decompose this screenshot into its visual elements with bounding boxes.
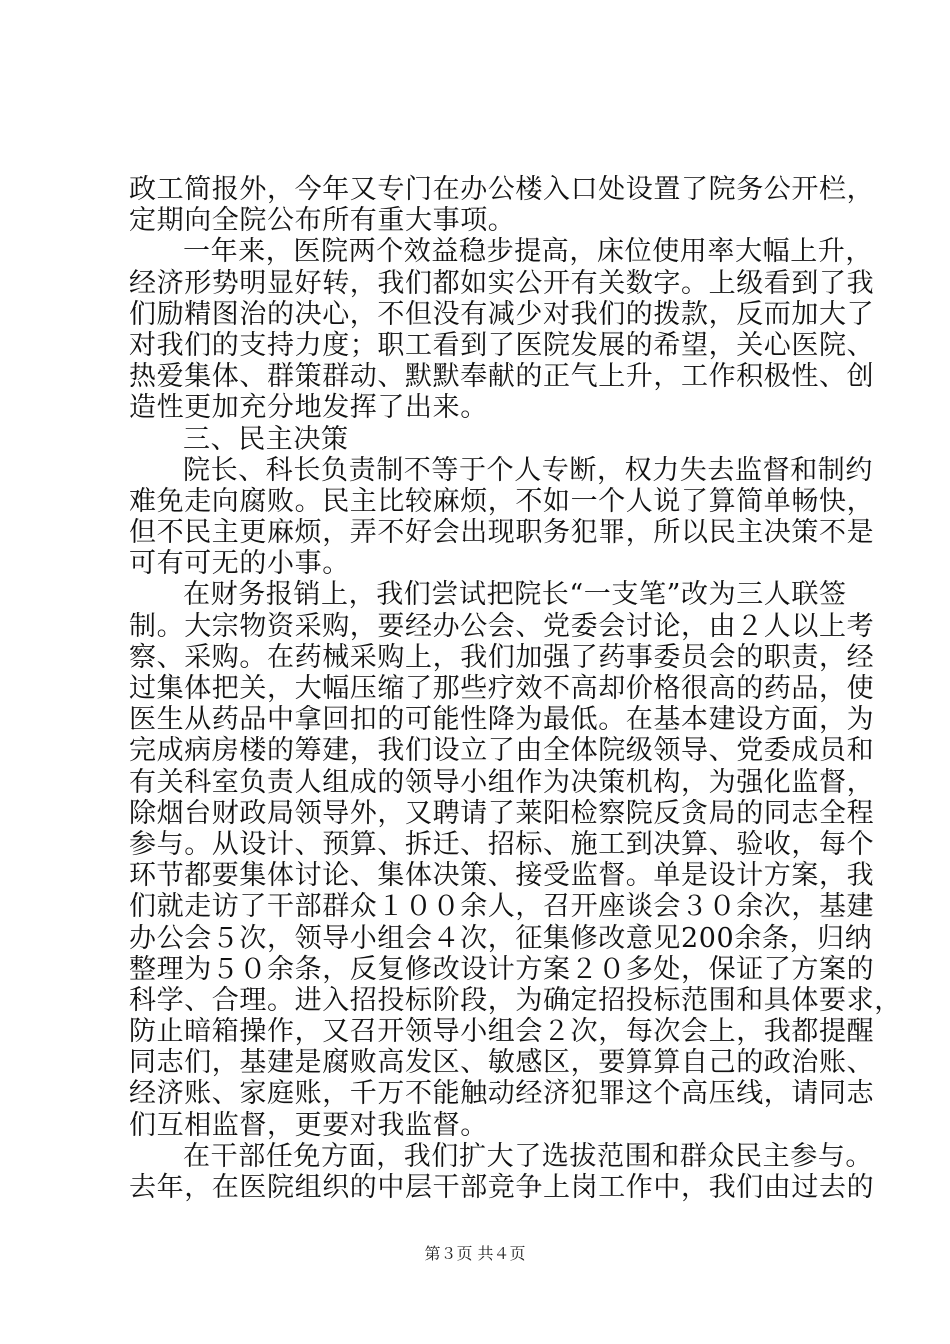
body-line: 环节都要集体讨论、集体决策、接受监督。单是设计方案，我 (129, 860, 875, 892)
body-line: 有关科室负责人组成的领导小组作为决策机构，为强化监督， (129, 766, 875, 798)
body-line: 们互相监督，更要对我监督。 (129, 1109, 488, 1141)
body-line: 可有可无的小事。 (129, 548, 350, 580)
body-line: 去年，在医院组织的中层干部竞争上岗工作中，我们由过去的 (129, 1172, 875, 1203)
body-line: 科学、合理。进入招投标阶段，为确定招投标范围和具体要求， (129, 984, 902, 1016)
paragraph-start-line: 院长、科长负责制不等于个人专断，权力失去监督和制约 (183, 454, 873, 486)
body-line: 完成病房楼的筹建，我们设立了由全体院级领导、党委成员和 (129, 735, 875, 767)
body-line: 们励精图治的决心，不但没有减少对我们的拨款，反而加大了 (129, 298, 875, 330)
body-line: 同志们，基建是腐败高发区、敏感区，要算算自己的政治账、 (129, 1047, 875, 1079)
body-line: 热爱集体、群策群动、默默奉献的正气上升，工作积极性、创 (129, 361, 875, 393)
body-line: 但不民主更麻烦，弄不好会出现职务犯罪，所以民主决策不是 (129, 517, 875, 549)
body-line: 对我们的支持力度；职工看到了医院发展的希望，关心医院、 (129, 329, 875, 361)
body-line: 整理为５０余条，反复修改设计方案２０多处，保证了方案的 (129, 953, 875, 985)
body-line: 制。大宗物资采购，要经办公会、党委会讨论，由２人以上考 (129, 610, 875, 642)
body-line: 参与。从设计、预算、拆迁、招标、施工到决算、验收，每个 (129, 828, 875, 860)
body-line: 难免走向腐败。民主比较麻烦，不如一个人说了算简单畅快， (129, 485, 875, 517)
body-line: 办公会５次，领导小组会４次，征集修改意见200余条，归纳 (129, 922, 873, 954)
page-number-footer: 第３页 共４页 (424, 1244, 526, 1263)
body-line: 过集体把关，大幅压缩了那些疗效不高却价格很高的药品，使 (129, 673, 875, 704)
body-line: 察、采购。在药械采购上，我们加强了药事委员会的职责，经 (129, 641, 875, 673)
body-line: 们就走访了干部群众１００余人，召开座谈会３０余次，基建 (129, 891, 875, 923)
body-line: 政工简报外，今年又专门在办公楼入口处设置了院务公开栏， (129, 174, 875, 205)
body-line: 经济形势明显好转，我们都如实公开有关数字。上级看到了我 (129, 267, 875, 299)
body-line: 防止暗箱操作，又召开领导小组会２次，每次会上，我都提醒 (129, 1016, 875, 1048)
body-line: 造性更加充分地发挥了出来。 (129, 392, 488, 424)
paragraph-start-line: 一年来，医院两个效益稳步提高，床位使用率大幅上升， (183, 236, 873, 268)
document-body (129, 174, 902, 1203)
body-line: 除烟台财政局领导外，又聘请了莱阳检察院反贪局的同志全程 (129, 797, 875, 829)
body-line: 定期向全院公布所有重大事项。 (129, 205, 516, 237)
body-line: 经济账、家庭账，千万不能触动经济犯罪这个高压线，请同志 (129, 1078, 875, 1110)
paragraph-start-line: 在财务报销上，我们尝试把院长“一支笔”改为三人联签 (183, 579, 847, 611)
body-line: 医生从药品中拿回扣的可能性降为最低。在基本建设方面，为 (129, 704, 875, 736)
section-heading: 三、民主决策 (183, 423, 349, 455)
paragraph-start-line: 在干部任免方面，我们扩大了选拔范围和群众民主参与。 (183, 1140, 873, 1172)
